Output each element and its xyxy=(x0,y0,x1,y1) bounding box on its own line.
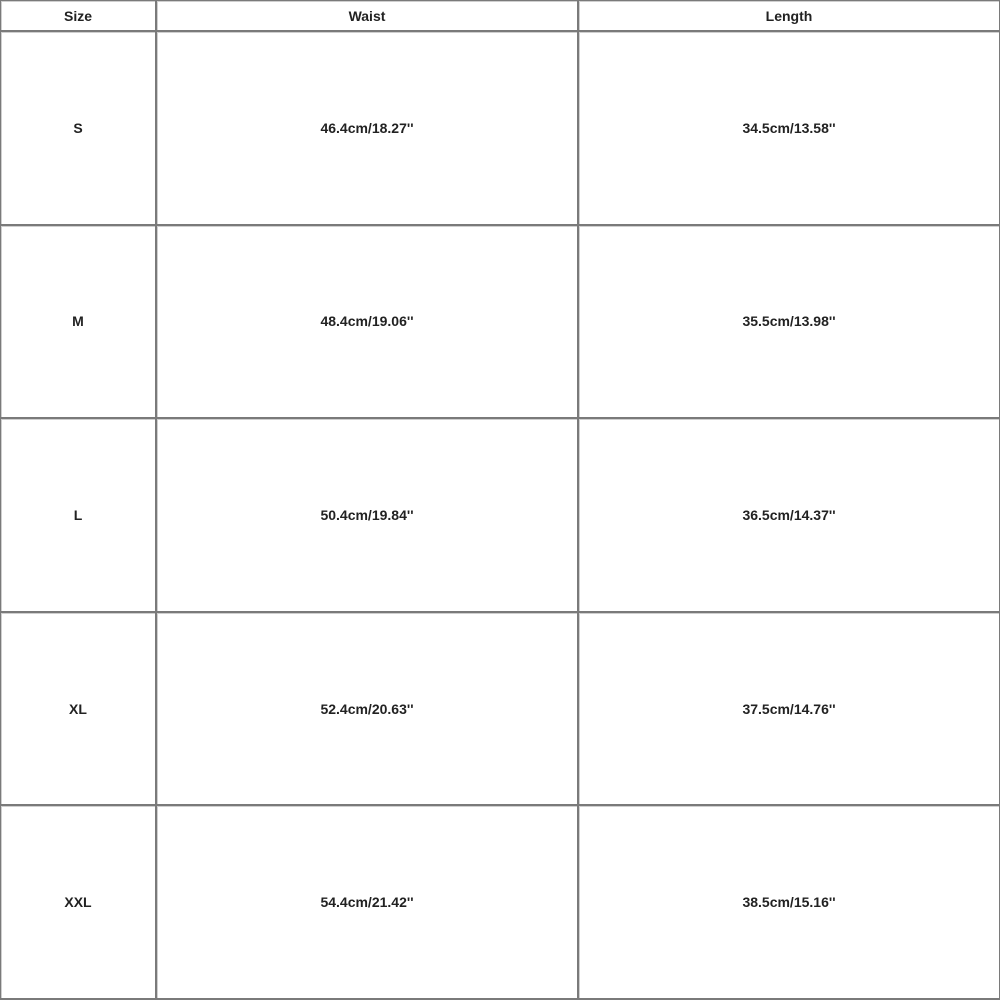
length-cell: 37.5cm/14.76'' xyxy=(579,613,1000,807)
size-cell: L xyxy=(1,419,157,613)
table-row xyxy=(1,32,1000,226)
header-row xyxy=(1,1,1000,32)
waist-cell: 46.4cm/18.27'' xyxy=(157,32,579,226)
length-cell: 36.5cm/14.37'' xyxy=(579,419,1000,613)
size-cell: XXL xyxy=(1,806,157,1000)
waist-cell: 48.4cm/19.06'' xyxy=(157,226,579,420)
header-size: Size xyxy=(1,1,157,32)
length-cell: 38.5cm/15.16'' xyxy=(579,806,1000,1000)
table-header xyxy=(1,1,1000,32)
waist-cell: 52.4cm/20.63'' xyxy=(157,613,579,807)
waist-cell: 50.4cm/19.84'' xyxy=(157,419,579,613)
table-row xyxy=(1,419,1000,613)
table-body xyxy=(1,32,1000,1000)
size-cell: XL xyxy=(1,613,157,807)
header-waist: Waist xyxy=(157,1,579,32)
table-row xyxy=(1,806,1000,1000)
length-cell: 34.5cm/13.58'' xyxy=(579,32,1000,226)
size-cell: S xyxy=(1,32,157,226)
header-length: Length xyxy=(579,1,1000,32)
table-row xyxy=(1,613,1000,807)
table-row xyxy=(1,226,1000,420)
length-cell: 35.5cm/13.98'' xyxy=(579,226,1000,420)
waist-cell: 54.4cm/21.42'' xyxy=(157,806,579,1000)
size-cell: M xyxy=(1,226,157,420)
